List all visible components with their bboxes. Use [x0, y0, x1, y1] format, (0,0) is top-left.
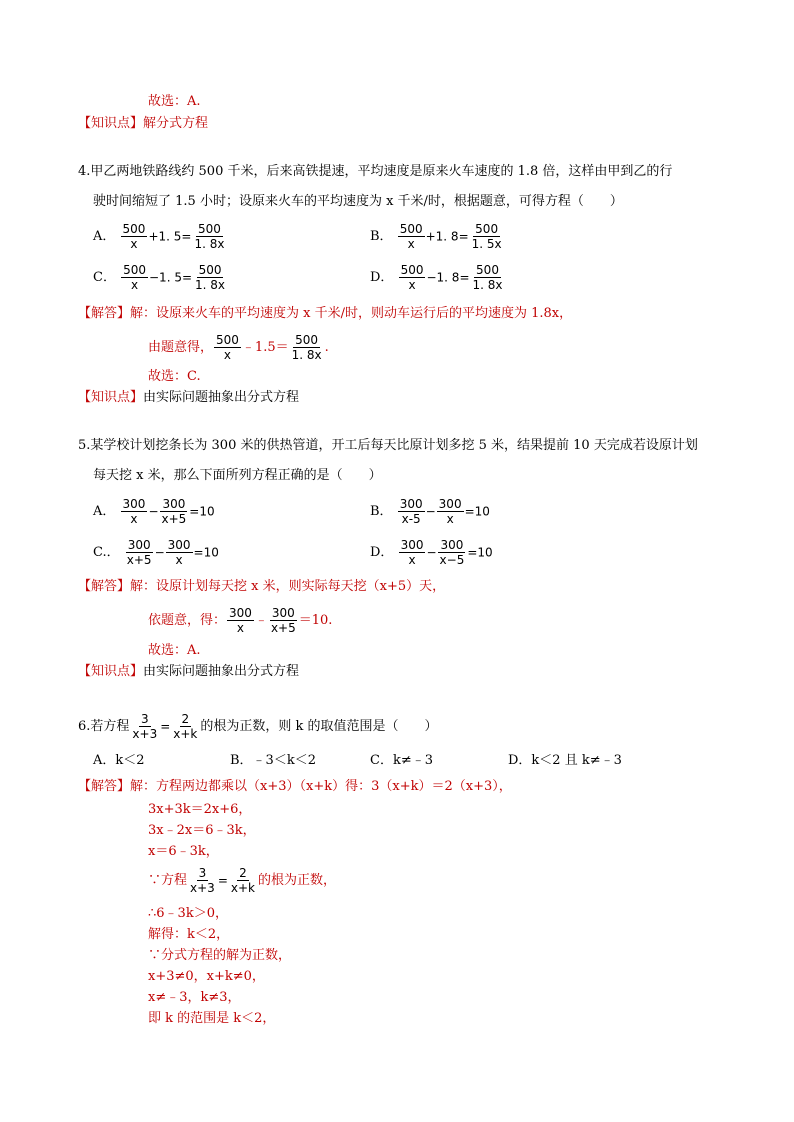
q4-option-c: C． $\frac{500}{x}$ −1. 5= $\frac{500}{1. 8x}$: [93, 263, 226, 292]
q5-answer-line2: 依题意，得： $\frac{300}{x}$ ﹣ $\frac{300}{x+5}$ ＝10.: [148, 606, 333, 635]
q4-answer-line2: 由题意得， $\frac{500}{x}$ ﹣1.5＝ $\frac{500}{1. 8x}$ .: [148, 333, 329, 362]
kp-tag: 【知识点】: [78, 116, 144, 131]
q3-choose: 故选：A.: [148, 94, 201, 109]
q5-option-d: D． $\frac{300}{x}$ − $\frac{300}{x-5}$ =10: [370, 538, 493, 567]
q5-stem-line1: 5.某学校计划挖条长为 300 米的供热管道，开工后每天比原计划多挖 5 米，结果提前 10 天完成若设原计划: [78, 438, 698, 453]
q6-step-8: x≠﹣3，k≠3，: [148, 990, 241, 1005]
q4-option-d: D． $\frac{500}{x}$ −1. 8= $\frac{500}{1. 8x}$: [370, 263, 503, 292]
q6-step-5: 解得：k＜2，: [148, 927, 230, 942]
q4-stem-line1: 4.甲乙两地铁路线约 500 千米，后来高铁提速，平均速度是原来火车速度的 1.8 倍，这样由甲到乙的行: [78, 164, 673, 179]
q6-stem: 6.若方程 $\frac{3}{x+3}$ = $\frac{2}{x+k}$ 的根为正数，则 k 的取值范围是（ ）: [78, 712, 438, 741]
q3-knowledge-point: [78, 115, 208, 133]
q5-knowledge-point: 【知识点】由实际问题抽象出分式方程: [78, 664, 300, 679]
q4-option-b: B． $\frac{500}{x}$ +1. 8= $\frac{500}{1. 5x}$: [370, 222, 502, 251]
q5-stem-line2: 每天挖 x 米，那么下面所列方程正确的是（ ）: [93, 468, 382, 483]
q6-step-4: ∴6﹣3k＞0，: [148, 906, 228, 921]
q4-choose: 故选：C.: [148, 369, 201, 384]
q4-stem-line2: 驶时间缩短了 1.5 小时；设原来火车的平均速度为 x 千米/时，根据题意，可得方程（ ）: [93, 194, 623, 209]
q6-step-3: x＝6﹣3k，: [148, 844, 219, 859]
q6-option-c: C．k≠﹣3: [370, 753, 433, 768]
q6-answer-line1: 【解答】解：方程两边都乘以（x+3）（x+k）得：3（x+k）＝2（x+3），: [78, 779, 512, 794]
q6-option-a: A．k＜2: [93, 753, 145, 768]
q5-answer-line1: 【解答】解：设原计划每天挖 x 米，则实际每天挖（x+5）天，: [78, 579, 446, 594]
q5-option-b: B． $\frac{300}{x-5}$ − $\frac{300}{x}$ =10: [370, 497, 490, 526]
q5-choose: 故选：A.: [148, 643, 201, 658]
q6-step-7: x+3≠0，x+k≠0，: [148, 969, 265, 984]
q4-knowledge-point: 【知识点】由实际问题抽象出分式方程: [78, 390, 300, 405]
q6-step-1: 3x+3k＝2x+6，: [148, 802, 252, 817]
q6-step-2: 3x﹣2x＝6﹣3k，: [148, 823, 256, 838]
q5-option-a: A． $\frac{300}{x}$ − $\frac{300}{x+5}$ =10: [93, 497, 215, 526]
q6-step-6: ∵分式方程的解为正数，: [148, 948, 292, 963]
q6-option-b: B．﹣3＜k＜2: [230, 753, 316, 768]
q6-since-line: ∵方程 $\frac{3}{x+3}$ = $\frac{2}{x+k}$ 的根为正数，: [148, 866, 336, 895]
kp-text: 解分式方程: [143, 116, 209, 131]
q4-answer-line1: 【解答】解：设原来火车的平均速度为 x 千米/时，则动车运行后的平均速度为 1.8x，: [78, 306, 573, 321]
q4-option-a: A． $\frac{500}{x}$ +1. 5= $\frac{500}{1. 8x}$: [93, 222, 225, 251]
q6-step-9: 即 k 的范围是 k＜2，: [148, 1011, 276, 1026]
q6-option-d: D．k＜2 且 k≠﹣3: [508, 753, 622, 768]
q5-option-c: C.． $\frac{300}{x+5}$ − $\frac{300}{x}$ =10: [93, 538, 219, 567]
